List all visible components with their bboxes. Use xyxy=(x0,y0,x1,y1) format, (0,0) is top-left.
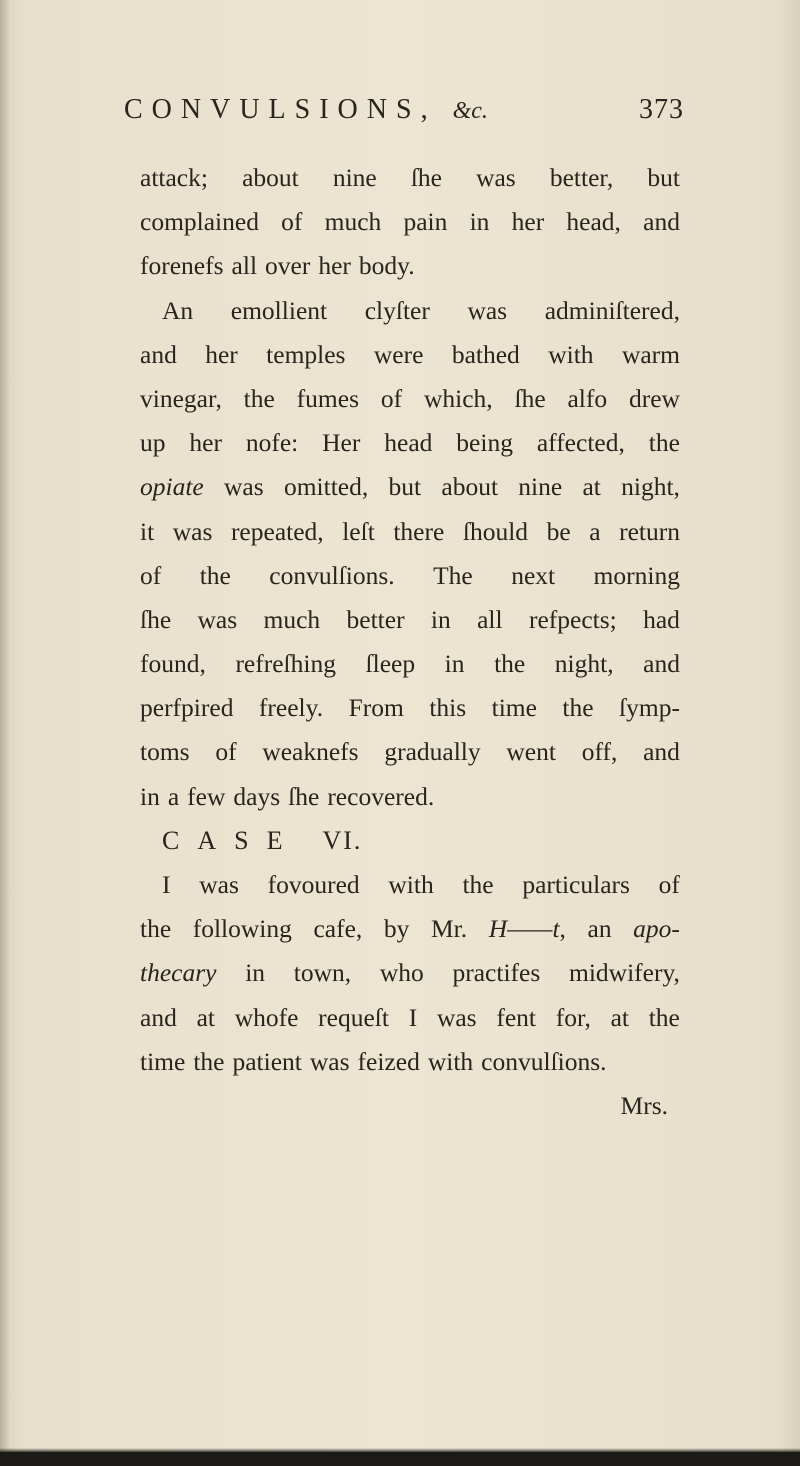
word: was xyxy=(436,1002,477,1032)
word: the xyxy=(562,693,594,723)
word: pain xyxy=(403,207,448,237)
word: of xyxy=(658,870,680,899)
word: night, xyxy=(621,472,680,502)
word: went xyxy=(506,737,556,767)
word: her xyxy=(205,339,238,369)
word: gradually xyxy=(384,737,481,767)
word: about xyxy=(242,163,299,192)
word: about xyxy=(441,472,499,502)
word: were xyxy=(373,339,424,369)
word: morning xyxy=(593,560,680,590)
word: in xyxy=(430,604,451,634)
running-head-etc: &c. xyxy=(452,98,488,124)
word: head, xyxy=(566,207,621,237)
word: her xyxy=(511,207,545,237)
word: emollient xyxy=(230,295,328,325)
word: An xyxy=(162,295,194,325)
word: was xyxy=(467,295,508,325)
running-head-title: CONVULSIONS, &c. xyxy=(124,94,488,125)
text-line xyxy=(140,333,680,377)
word: better, xyxy=(549,163,614,192)
word: perfpired xyxy=(140,693,234,723)
word: complained xyxy=(140,207,259,237)
word: ſhould xyxy=(462,516,529,546)
word: requeſt xyxy=(318,1002,389,1032)
word: of xyxy=(140,560,162,590)
word: vinegar, xyxy=(140,383,222,413)
word: of xyxy=(281,207,303,237)
word: toms xyxy=(140,737,190,767)
text-line xyxy=(140,554,680,598)
word: was xyxy=(309,1046,350,1076)
word: ſleep xyxy=(365,649,416,679)
word: but xyxy=(647,163,680,192)
bottom-page-edge xyxy=(0,1452,800,1466)
word: adminiſtered, xyxy=(544,295,680,325)
text-line xyxy=(140,200,680,244)
word: The xyxy=(433,560,473,590)
word: head xyxy=(384,428,433,458)
word: forenefs xyxy=(140,251,224,281)
word: warm xyxy=(621,339,680,369)
word: weaknefs xyxy=(262,737,359,767)
word: refpects; xyxy=(528,604,617,634)
text-line xyxy=(140,289,680,333)
word: much xyxy=(263,604,321,634)
word: omitted, xyxy=(283,472,369,502)
word: a xyxy=(589,516,601,546)
word: and xyxy=(140,339,177,369)
word: the xyxy=(648,1002,680,1032)
word: apo- xyxy=(633,914,680,944)
word: over xyxy=(265,251,311,281)
word: for, xyxy=(555,1002,591,1032)
word: days xyxy=(233,781,281,811)
word: all xyxy=(231,251,258,281)
word: drew xyxy=(628,383,680,413)
word: the xyxy=(140,914,172,944)
word: I xyxy=(408,1002,418,1032)
word: clyſter xyxy=(364,295,430,325)
word: ſhe xyxy=(514,383,546,413)
word: in xyxy=(444,649,465,679)
text-line xyxy=(140,510,680,554)
word: was xyxy=(476,163,516,192)
word: and xyxy=(140,1002,177,1032)
word: convulſions. xyxy=(269,560,395,590)
word: leſt xyxy=(342,516,375,546)
word: ſymp- xyxy=(619,693,680,723)
word: there xyxy=(393,516,445,546)
word: affected, xyxy=(536,428,625,458)
word: by xyxy=(383,914,410,944)
word: thecary xyxy=(140,958,217,988)
text-line xyxy=(140,642,680,686)
word: the xyxy=(494,649,526,679)
word: recovered. xyxy=(327,781,435,811)
word: being xyxy=(456,428,513,458)
word: ſhe xyxy=(140,604,172,634)
text-line xyxy=(140,686,680,730)
text-line xyxy=(140,598,680,642)
text-line xyxy=(140,465,680,509)
word: return xyxy=(619,516,680,546)
word: temples xyxy=(266,339,346,369)
word: refreſhing xyxy=(235,649,336,679)
word: body. xyxy=(358,251,415,281)
word: night, xyxy=(554,649,614,679)
word: patient xyxy=(232,1046,302,1076)
word: all xyxy=(477,604,503,634)
case-heading xyxy=(140,819,680,863)
word: time xyxy=(140,1046,186,1076)
page-gutter-shadow xyxy=(0,0,10,1466)
word: be xyxy=(546,516,571,546)
word: From xyxy=(348,693,404,723)
word: but xyxy=(388,472,422,502)
word: had xyxy=(643,604,680,634)
word: of xyxy=(380,383,403,413)
word: with xyxy=(427,1046,474,1076)
word: in xyxy=(469,207,490,237)
text-line xyxy=(140,730,680,774)
word: repeated, xyxy=(230,516,324,546)
catchword: Mrs. xyxy=(620,1090,668,1120)
word: and xyxy=(643,649,680,679)
word: particulars xyxy=(522,870,630,899)
word: time xyxy=(491,693,537,723)
word: following xyxy=(192,914,292,944)
word: with xyxy=(388,870,434,899)
text-line xyxy=(140,951,680,995)
word: and xyxy=(643,207,680,237)
word: her xyxy=(189,428,222,458)
word: with xyxy=(548,339,594,369)
word: opiate xyxy=(140,472,204,502)
word: cafe, xyxy=(313,914,363,944)
word: and xyxy=(643,737,680,767)
word: next xyxy=(511,560,556,590)
word: convulſions. xyxy=(481,1046,607,1076)
text-line xyxy=(140,1040,680,1084)
word: feized xyxy=(357,1046,420,1076)
word: in xyxy=(140,781,160,811)
text-line xyxy=(140,377,680,421)
text-line xyxy=(140,996,680,1040)
word: ſhe xyxy=(288,781,320,811)
word: freely. xyxy=(258,693,324,723)
word: at xyxy=(610,1002,629,1032)
word: was xyxy=(197,604,238,634)
word: ſhe xyxy=(410,163,442,192)
word: of xyxy=(215,737,237,767)
word: fovoured xyxy=(267,870,360,899)
word: her xyxy=(318,251,351,281)
text-line xyxy=(140,863,680,907)
page-number: 373 xyxy=(639,94,684,125)
word: off, xyxy=(581,737,618,767)
word: it xyxy=(140,516,155,546)
word: bathed xyxy=(451,339,520,369)
word: attack; xyxy=(140,163,208,192)
word: much xyxy=(324,207,382,237)
word: whofe xyxy=(234,1002,299,1032)
text-line xyxy=(140,907,680,951)
word: an xyxy=(587,914,612,944)
word: which, xyxy=(423,383,493,413)
text-line xyxy=(140,775,680,819)
word: H——t, xyxy=(488,914,566,944)
word: who xyxy=(379,958,424,988)
word: the xyxy=(462,870,494,899)
word: Mr. xyxy=(430,914,468,944)
word: found, xyxy=(140,649,206,679)
word: was xyxy=(172,516,213,546)
word: the xyxy=(199,560,231,590)
word: I xyxy=(162,870,171,899)
word: midwifery, xyxy=(568,958,680,988)
word: few xyxy=(187,781,226,811)
word: nine xyxy=(332,163,377,192)
word: practifes xyxy=(452,958,541,988)
page-body xyxy=(140,156,680,1128)
word: better xyxy=(346,604,405,634)
word: Her xyxy=(322,428,361,458)
word: the xyxy=(648,428,680,458)
text-line xyxy=(140,421,680,465)
text-line xyxy=(140,156,680,200)
word: at xyxy=(582,472,601,502)
word: nine xyxy=(518,472,563,502)
case-heading-label: CASE xyxy=(162,825,301,855)
word: was xyxy=(199,870,239,899)
word: was xyxy=(224,472,264,502)
word: nofe: xyxy=(245,428,299,458)
word: alfo xyxy=(567,383,608,413)
text-line xyxy=(140,244,680,288)
word: town, xyxy=(293,958,352,988)
word: fumes xyxy=(296,383,359,413)
case-heading-number: VI. xyxy=(322,825,363,855)
word: a xyxy=(167,781,180,811)
word: up xyxy=(140,428,166,458)
running-head xyxy=(124,94,684,134)
word: at xyxy=(196,1002,215,1032)
word: this xyxy=(429,693,467,723)
word: the xyxy=(243,383,275,413)
word: the xyxy=(193,1046,225,1076)
word: fent xyxy=(496,1002,537,1032)
word: in xyxy=(245,958,266,988)
